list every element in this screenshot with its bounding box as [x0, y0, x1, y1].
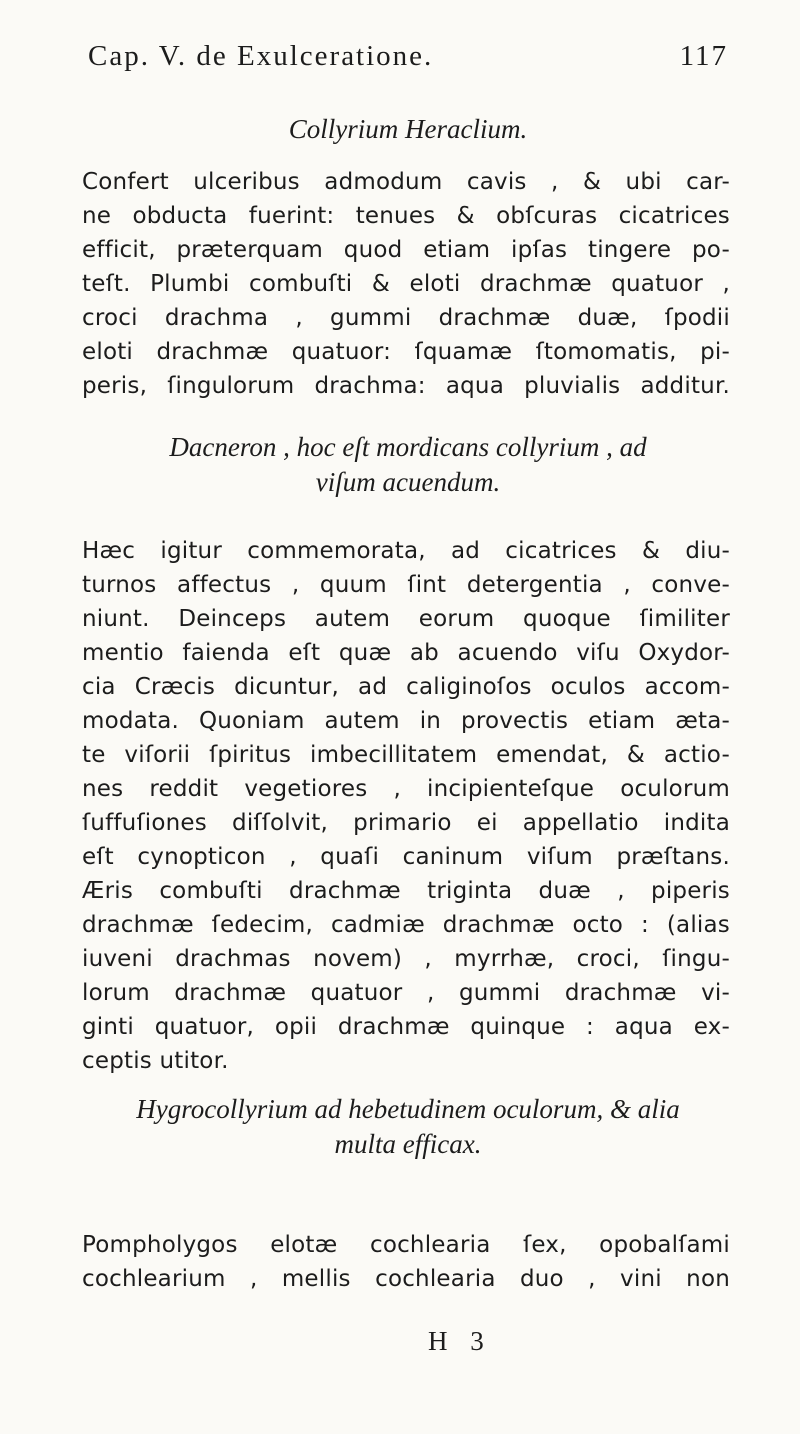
running-head [88, 40, 728, 84]
text-line: niunt. Deinceps autem eorum quoque ſimiliter [82, 606, 730, 632]
text-line: cia Cræcis dicuntur, ad caliginoſos oculos accom- [82, 674, 730, 700]
text-line: Pompholygos elotæ cochlearia ſex, opobalſami [82, 1232, 730, 1258]
text-line: ceptis utitor. [82, 1048, 229, 1074]
section-heading-dacneron [88, 430, 728, 500]
heading-line: Dacneron , hoc eſt mordicans collyrium , ad [169, 432, 647, 462]
text-line: lorum drachmæ quatuor , gummi drachmæ vi- [82, 980, 730, 1006]
running-head-title: Cap. V. de Exulceratione. [88, 40, 434, 72]
text-line: ginti quatuor, opii drachmæ quinque : aqua ex- [82, 1014, 730, 1040]
text-line: efficit, præterquam quod etiam ipſas tingere po- [82, 237, 730, 263]
text-line: croci drachma , gummi drachmæ duæ, ſpodii [82, 305, 730, 331]
text-line: modata. Quoniam autem in provectis etiam æta- [82, 708, 730, 734]
section-heading-hygrocollyrium [88, 1092, 728, 1162]
text-line: drachmæ ſedecim, cadmiæ drachmæ octo : (alias [82, 912, 730, 938]
text-line: cochlearium , mellis cochlearia duo , vini non [82, 1266, 730, 1292]
text-line: iuveni drachmas novem) , myrrhæ, croci, ſingu- [82, 946, 730, 972]
paragraph-collyrium-heraclium [82, 165, 730, 403]
page-number: 117 [679, 40, 728, 72]
text-line: eloti drachmæ quatuor: ſquamæ ſtomomatis, pi- [82, 339, 730, 365]
text-line: Confert ulceribus admodum cavis , & ubi car- [82, 169, 730, 195]
text-line: ſuffuſiones diſſolvit, primario ei appellatio indita [82, 810, 730, 836]
heading-line: Hygrocollyrium ad hebetudinem oculorum, & alia [136, 1094, 680, 1124]
text-line: peris, ſingulorum drachma: aqua pluvialis additur. [82, 373, 730, 399]
text-line: teſt. Plumbi combuſti & eloti drachmæ quatuor , [82, 271, 730, 297]
text-line: nes reddit vegetiores , incipienteſque oculorum [82, 776, 730, 802]
signature-mark: H 3 [428, 1326, 492, 1356]
text-line: Hæc igitur commemorata, ad cicatrices & diu- [82, 538, 730, 564]
section-heading-collyrium-heraclium [88, 112, 728, 147]
text-line: mentio faienda eſt quæ ab acuendo viſu Oxydor- [82, 640, 730, 666]
paragraph-dacneron [82, 534, 730, 1078]
text-line: ne obducta fuerint: tenues & obſcuras cicatrices [82, 203, 730, 229]
text-line: eſt cynopticon , quaſi caninum viſum præſtans. [82, 844, 730, 870]
text-line: Æris combuſti drachmæ triginta duæ , piperis [82, 878, 730, 904]
heading-line: viſum acuendum. [315, 467, 501, 497]
text-line: turnos affectus , quum ſint detergentia , conve- [82, 572, 730, 598]
heading-line: multa efficax. [334, 1129, 482, 1159]
text-line: te viſorii ſpiritus imbecillitatem emendat, & actio- [82, 742, 730, 768]
heading-line: Collyrium Heraclium. [288, 114, 528, 144]
paragraph-hygrocollyrium [82, 1228, 730, 1296]
